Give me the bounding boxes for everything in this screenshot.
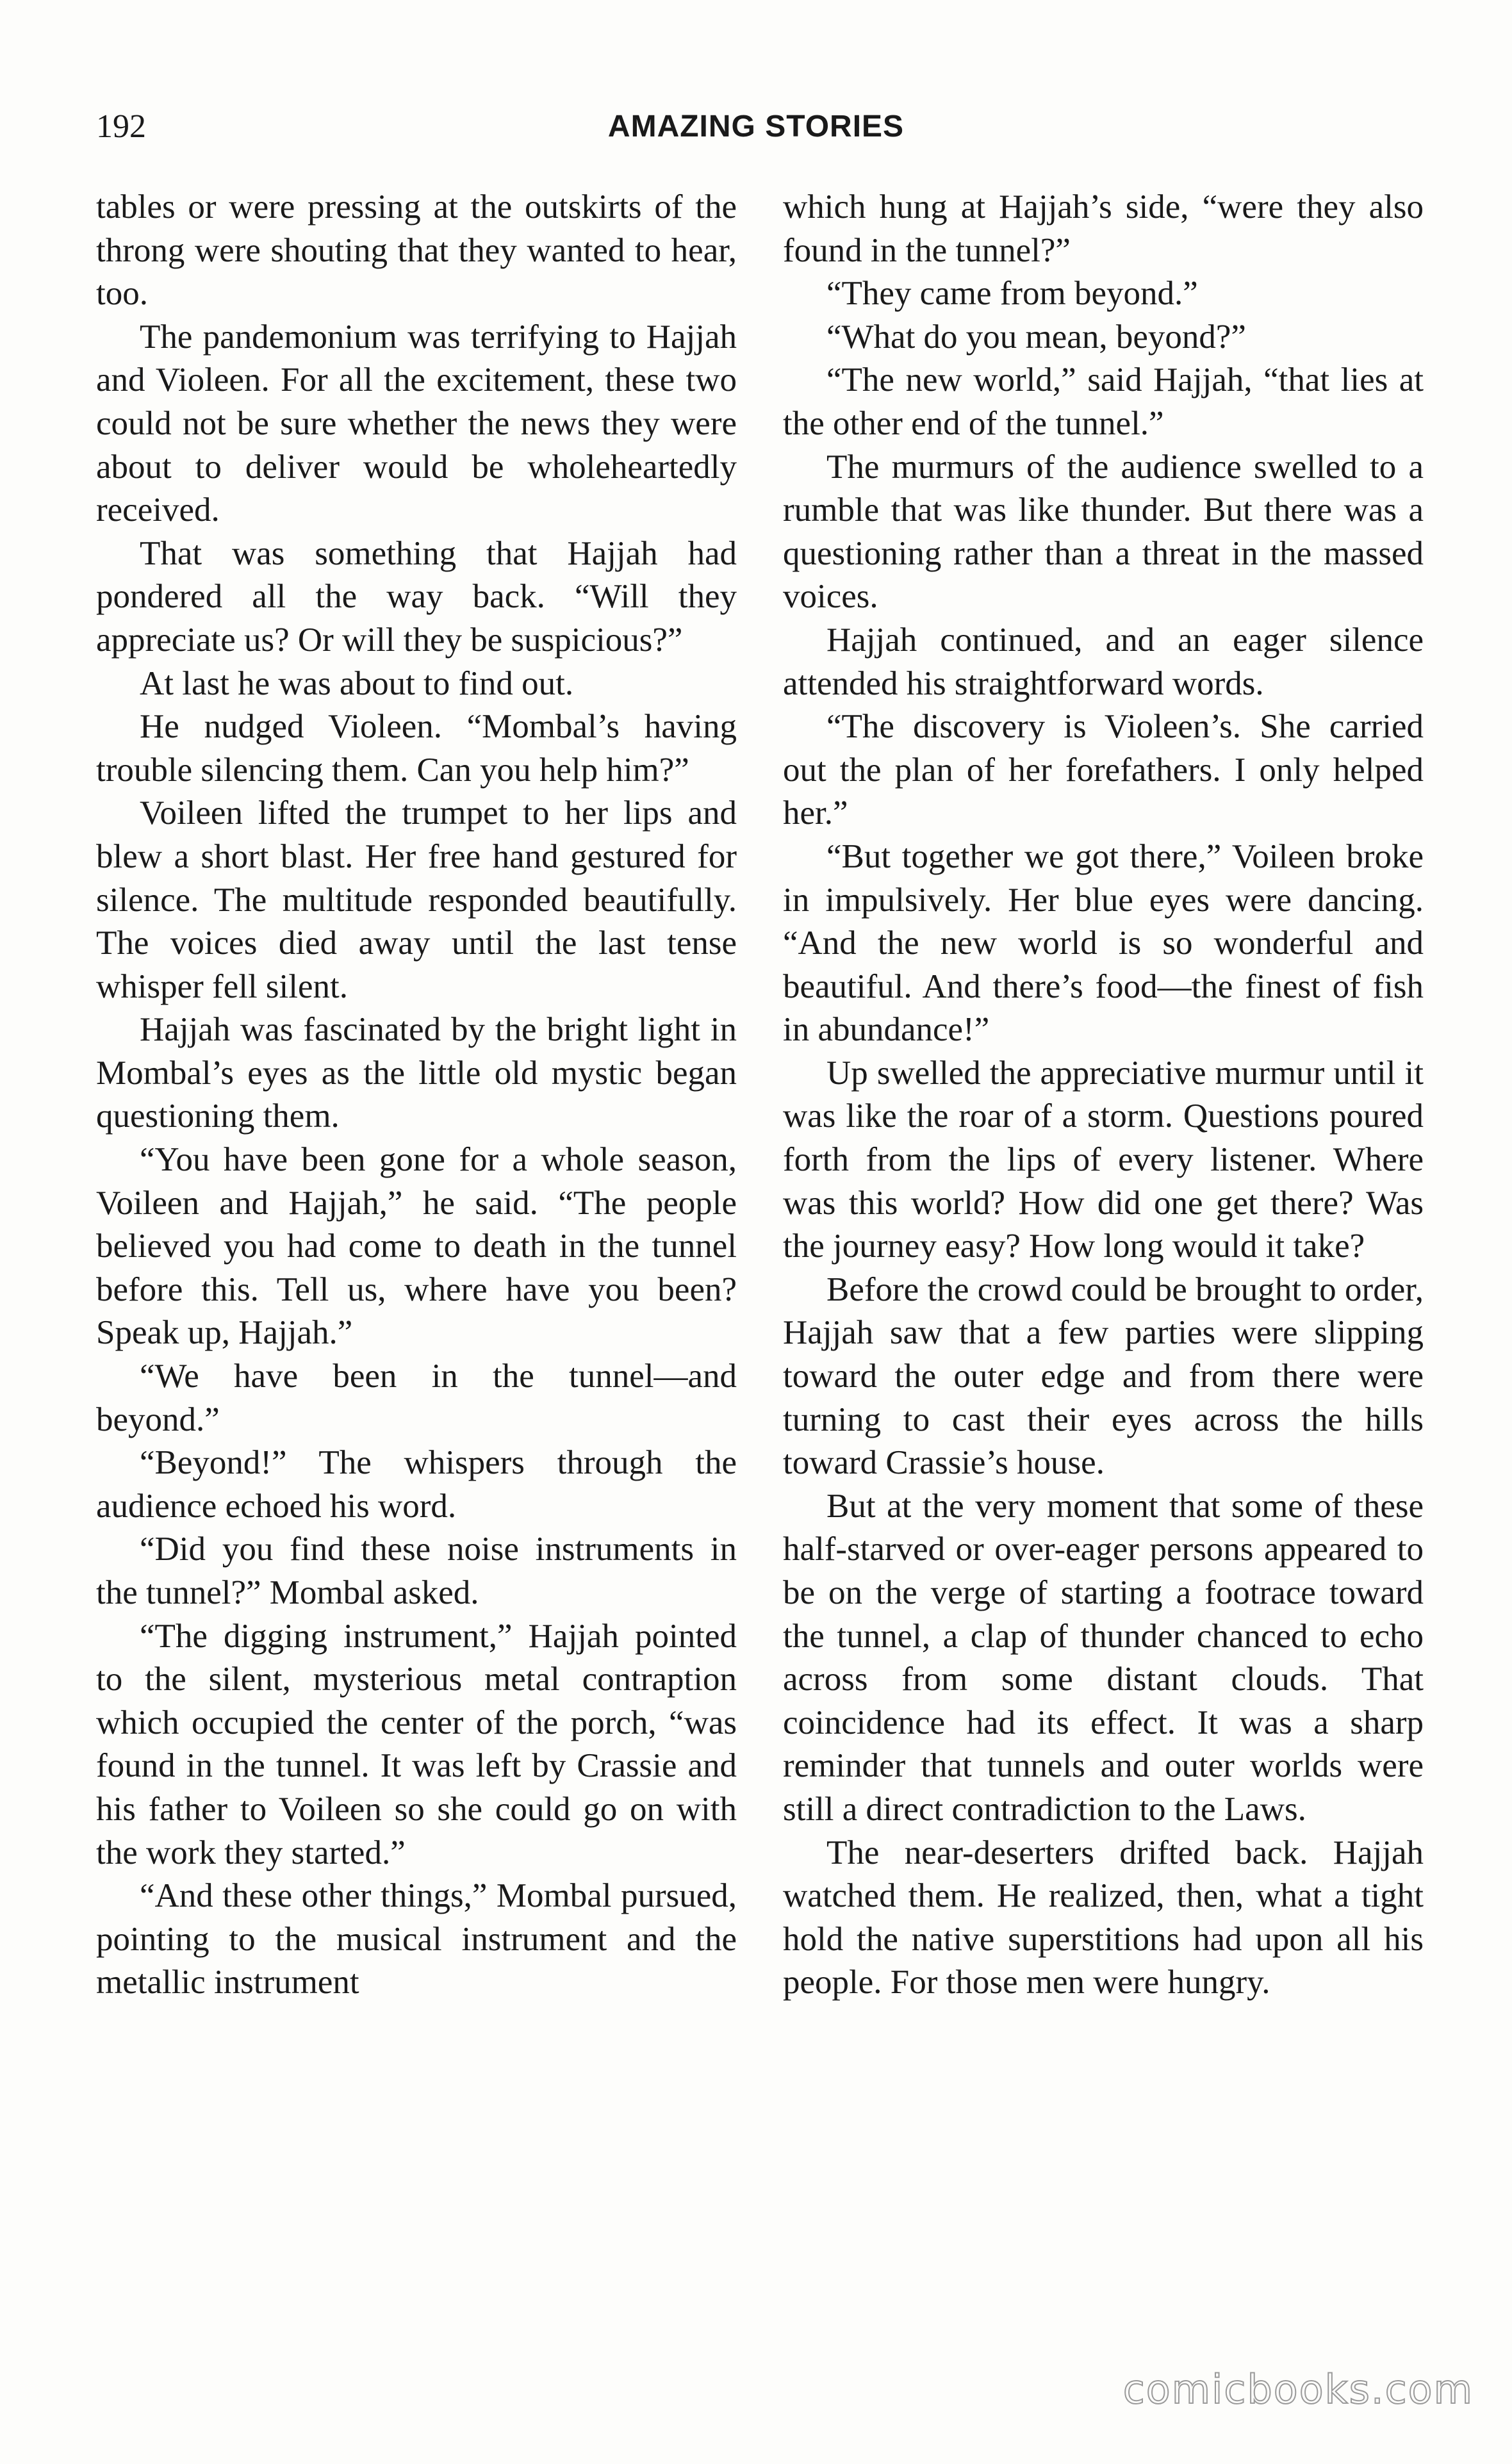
- paragraph: tables or were pressing at the outskirts of the throng were shouting that they wanted to hear, too.: [96, 188, 737, 313]
- paragraph: The pandemonium was terrifying to Hajjah and Violeen. For all the excitement, these two could not be sure whether the news they were about to deliver would be wholeheartedly received.: [96, 318, 737, 529]
- running-title: AMAZING STORIES: [607, 110, 905, 144]
- paragraph: “The discovery is Violeen’s. She carried out the plan of her forefathers. I only helped her.”: [783, 708, 1424, 832]
- paragraph: “We have been in the tunnel—and beyond.”: [96, 1358, 737, 1438]
- paragraph: He nudged Violeen. “Mombal’s having trouble silencing them. Can you help him?”: [96, 708, 737, 789]
- paragraph: The murmurs of the audience swelled to a rumble that was like thunder. But there was a questioning rather than a threat in the massed voices.: [783, 448, 1424, 616]
- paragraph: Before the crowd could be brought to order, Hajjah saw that a few parties were slipping toward the outer edge and from there were turning to cast their eyes across the hills toward Crassie’s house.: [783, 1270, 1424, 1482]
- paragraph: Voileen lifted the trumpet to her lips and blew a short blast. Her free hand gestured for silence. The multitude responded beautifully. The voices died away until the last tense whisper fell silent.: [96, 794, 737, 1005]
- paragraph: Hajjah was fascinated by the bright light in Mombal’s eyes as the little old mystic began questioning them.: [96, 1011, 737, 1135]
- paragraph: Up swelled the appreciative murmur until it was like the roar of a storm. Questions poured forth from the lips of every listener. Where was this world? How did one get there? Was the journey easy? How long would it take?: [783, 1054, 1424, 1265]
- text-column-left: [96, 186, 737, 2005]
- paragraph: “Beyond!” The whispers through the audience echoed his word.: [96, 1444, 737, 1525]
- paragraph: “You have been gone for a whole season, Voileen and Hajjah,” he said. “The people believed you had come to death in the tunnel before this. Tell us, where have you been? Speak up, Hajjah.”: [96, 1141, 737, 1352]
- paragraph: The near-deserters drifted back. Hajjah watched them. He realized, then, what a tight hold the native superstitions had upon all his people. For those men were hungry.: [783, 1834, 1424, 2001]
- text-column-right: [783, 186, 1424, 2005]
- watermark: comicbooks.com: [1122, 2366, 1474, 2413]
- page-number: 192: [96, 108, 146, 145]
- paragraph: At last he was about to find out.: [140, 664, 574, 702]
- paragraph: “The new world,” said Hajjah, “that lies at the other end of the tunnel.”: [783, 361, 1424, 442]
- paragraph: “Did you find these noise instruments in the tunnel?” Mombal asked.: [96, 1531, 737, 1611]
- paragraph: “And these other things,” Mombal pursued, pointing to the musical instrument and the metallic instrument: [96, 1877, 737, 2001]
- paragraph: That was something that Hajjah had pondered all the way back. “Will they appreciate us? Or will they be suspicious?”: [96, 534, 737, 659]
- paragraph: which hung at Hajjah’s side, “were they also found in the tunnel?”: [783, 188, 1424, 269]
- paragraph: “But together we got there,” Voileen broke in impulsively. Her blue eyes were dancing. “And the new world is so wonderful and beautiful. And there’s food—the finest of fish in abundance!”: [783, 837, 1424, 1049]
- paragraph: “They came from beyond.”: [826, 275, 1198, 313]
- paragraph: Hajjah continued, and an eager silence attended his straightforward words.: [783, 621, 1424, 702]
- paragraph: “What do you mean, beyond?”: [826, 318, 1246, 356]
- paragraph: But at the very moment that some of these half-starved or over-eager persons appeared to be on the verge of starting a footrace toward the tunnel, a clap of thunder chanced to echo across from some distant clouds. That coincidence had its effect. It was a sharp reminder that tunnels and outer worlds were still a direct contradiction to the Laws.: [783, 1487, 1424, 1828]
- paragraph: “The digging instrument,” Hajjah pointed to the silent, mysterious metal contraption which occupied the center of the porch, “was found in the tunnel. It was left by Crassie and his father to Voileen so she could go on with the work they started.”: [96, 1617, 737, 1871]
